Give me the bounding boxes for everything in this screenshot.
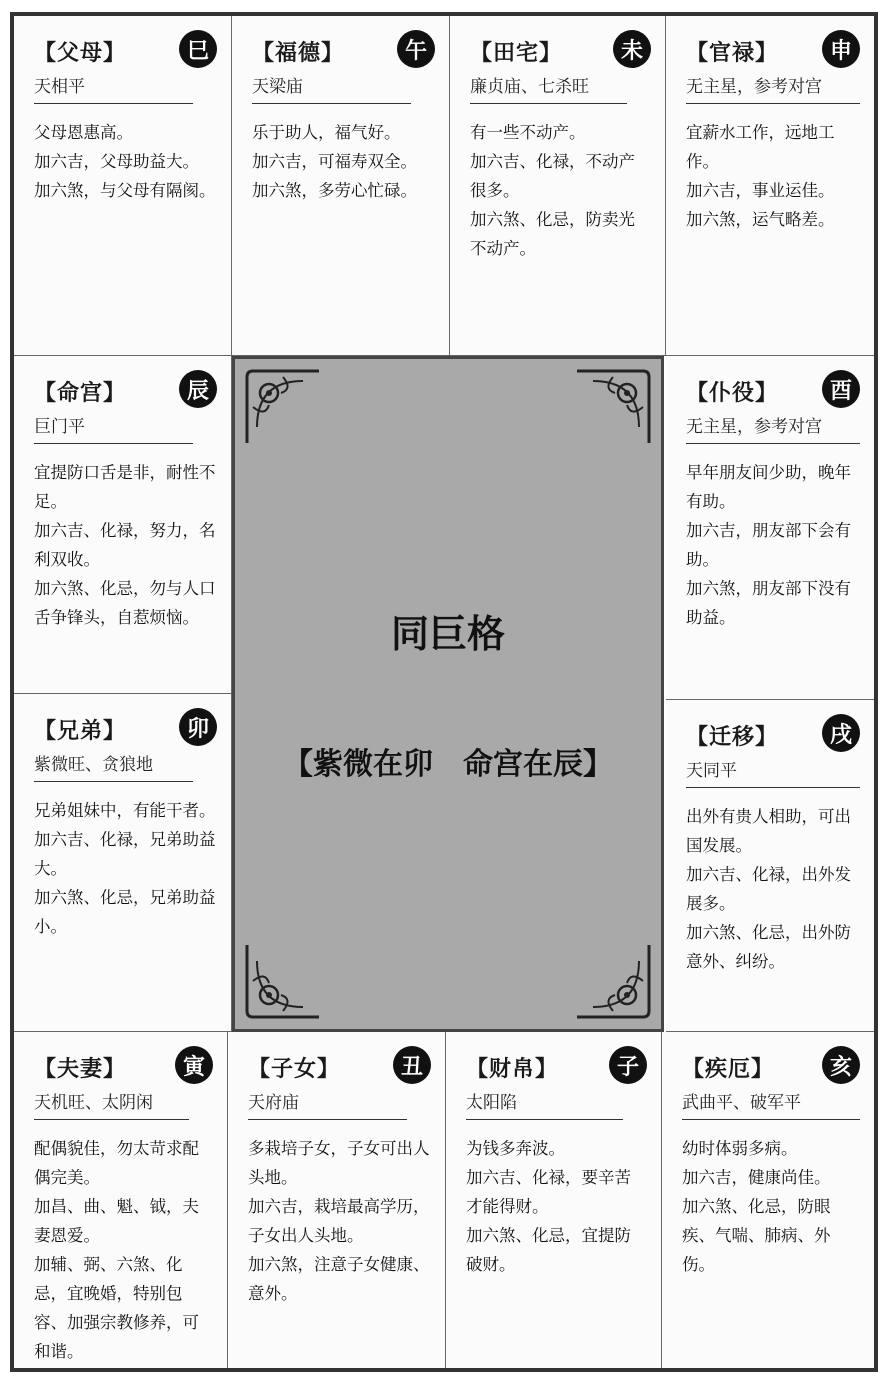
- palace-note: 宜薪水工作，远地工作。: [686, 123, 835, 171]
- palace-note: 加六煞，朋友部下没有助益。: [686, 579, 851, 627]
- palace-stars: 太阳陷: [466, 1086, 623, 1120]
- ornament-corner-icon: [573, 941, 653, 1021]
- palace-note: 加六煞，多劳心忙碌。: [252, 181, 417, 200]
- palace-title: 【仆役】: [686, 381, 779, 406]
- palace-note: 加六煞，运气略差。: [686, 210, 835, 229]
- branch-badge: 子: [609, 1046, 647, 1084]
- branch-badge: 巳: [179, 30, 217, 68]
- palace-title: 【田宅】: [470, 41, 563, 66]
- palace-stars: 无主星，参考对宫: [686, 410, 860, 444]
- branch-badge: 酉: [822, 370, 860, 408]
- palace-note: 加六吉，可福寿双全。: [252, 152, 417, 171]
- palace-note: 加六煞，注意子女健康、意外。: [248, 1255, 430, 1303]
- palace-title: 【子女】: [248, 1057, 341, 1082]
- palace-note: 加辅、弼、六煞、化忌，宜晚婚，特别包容、加强宗教修养，可和谐。: [34, 1255, 199, 1361]
- palace-fumu: [14, 16, 232, 356]
- palace-note: 出外有贵人相助，可出国发展。: [686, 807, 851, 855]
- palace-stars: 天梁庙: [252, 70, 411, 104]
- palace-note: 配偶貌佳，勿太苛求配偶完美。: [34, 1139, 199, 1187]
- palace-xiongdi: [14, 694, 232, 1032]
- palace-title: 【命宫】: [34, 381, 127, 406]
- branch-badge: 丑: [393, 1046, 431, 1084]
- palace-stars: 天同平: [686, 754, 860, 788]
- ornament-corner-icon: [573, 367, 653, 447]
- palace-note: 加六煞、化忌，出外防意外、纠纷。: [686, 923, 851, 971]
- palace-jie: [662, 1032, 874, 1368]
- palace-caibo: [446, 1032, 662, 1368]
- palace-title: 【迁移】: [686, 725, 779, 750]
- branch-badge: 寅: [175, 1046, 213, 1084]
- palace-stars: 无主星，参考对宫: [686, 70, 860, 104]
- branch-badge: 申: [822, 30, 860, 68]
- pattern-title: 同巨格: [390, 611, 505, 656]
- palace-title: 【父母】: [34, 41, 127, 66]
- palace-note: 加六吉，健康尚佳。: [682, 1168, 831, 1187]
- palace-note: 加六煞、化忌，宜提防破财。: [466, 1226, 631, 1274]
- palace-minggong: [14, 356, 232, 694]
- palace-note: 早年朋友间少助，晚年有助。: [686, 463, 851, 511]
- palace-note: 加六吉、化禄，出外发展多。: [686, 865, 851, 913]
- center-panel: [232, 356, 664, 1032]
- ornament-corner-icon: [243, 941, 323, 1021]
- palace-note: 加六吉，事业运佳。: [686, 181, 835, 200]
- palace-stars: 紫微旺、贪狼地: [34, 748, 193, 782]
- branch-badge: 戌: [822, 714, 860, 752]
- branch-badge: 辰: [179, 370, 217, 408]
- palace-puyi: [666, 356, 874, 700]
- palace-stars: 天相平: [34, 70, 193, 104]
- palace-note: 加六吉、化禄，不动产很多。: [470, 152, 635, 200]
- palace-title: 【疾厄】: [682, 1057, 775, 1082]
- palace-note: 加昌、曲、魁、钺，夫妻恩爱。: [34, 1197, 199, 1245]
- palace-note: 为钱多奔波。: [466, 1139, 565, 1158]
- palace-guanlu: [666, 16, 874, 356]
- palace-zinv: [228, 1032, 446, 1368]
- palace-qianyi: [666, 700, 874, 1032]
- palace-note: 加六煞、化忌，防卖光不动产。: [470, 210, 635, 258]
- palace-note: 加六吉、化禄，努力，名利双收。: [34, 521, 216, 569]
- palace-note: 幼时体弱多病。: [682, 1139, 798, 1158]
- pattern-subtitle: 【紫微在卯 命宫在辰】: [283, 747, 613, 782]
- palace-note: 加六煞、化忌，勿与人口舌争锋头，自惹烦恼。: [34, 579, 216, 627]
- palace-stars: 廉贞庙、七杀旺: [470, 70, 627, 104]
- ziwei-chart: [10, 12, 878, 1372]
- palace-note: 有一些不动产。: [470, 123, 586, 142]
- palace-note: 宜提防口舌是非，耐性不足。: [34, 463, 216, 511]
- palace-note: 加六吉、化禄，兄弟助益大。: [34, 830, 216, 878]
- palace-note: 多栽培子女，子女可出人头地。: [248, 1139, 430, 1187]
- palace-title: 【兄弟】: [34, 719, 127, 744]
- palace-title: 【夫妻】: [34, 1057, 127, 1082]
- palace-note: 加六煞、化忌，防眼疾、气喘、肺病、外伤。: [682, 1197, 831, 1274]
- branch-badge: 亥: [822, 1046, 860, 1084]
- ornament-corner-icon: [243, 367, 323, 447]
- palace-note: 加六吉，栽培最高学历，子女出人头地。: [248, 1197, 430, 1245]
- palace-title: 【官禄】: [686, 41, 779, 66]
- palace-stars: 天府庙: [248, 1086, 407, 1120]
- branch-badge: 卯: [179, 708, 217, 746]
- palace-note: 加六煞、化忌，兄弟助益小。: [34, 888, 216, 936]
- branch-badge: 未: [613, 30, 651, 68]
- palace-note: 父母恩惠高。: [34, 123, 133, 142]
- palace-stars: 武曲平、破军平: [682, 1086, 860, 1120]
- branch-badge: 午: [397, 30, 435, 68]
- palace-tianzhai: [450, 16, 666, 356]
- palace-title: 【财帛】: [466, 1057, 559, 1082]
- palace-title: 【福德】: [252, 41, 345, 66]
- palace-fuqi: [14, 1032, 228, 1368]
- palace-fude: [232, 16, 450, 356]
- palace-stars: 天机旺、太阴闲: [34, 1086, 189, 1120]
- palace-note: 加六煞，与父母有隔阂。: [34, 181, 216, 200]
- palace-stars: 巨门平: [34, 410, 193, 444]
- palace-note: 乐于助人，福气好。: [252, 123, 401, 142]
- palace-note: 加六吉，朋友部下会有助。: [686, 521, 851, 569]
- palace-note: 兄弟姐妹中，有能干者。: [34, 801, 216, 820]
- palace-note: 加六吉、化禄，要辛苦才能得财。: [466, 1168, 631, 1216]
- palace-note: 加六吉，父母助益大。: [34, 152, 199, 171]
